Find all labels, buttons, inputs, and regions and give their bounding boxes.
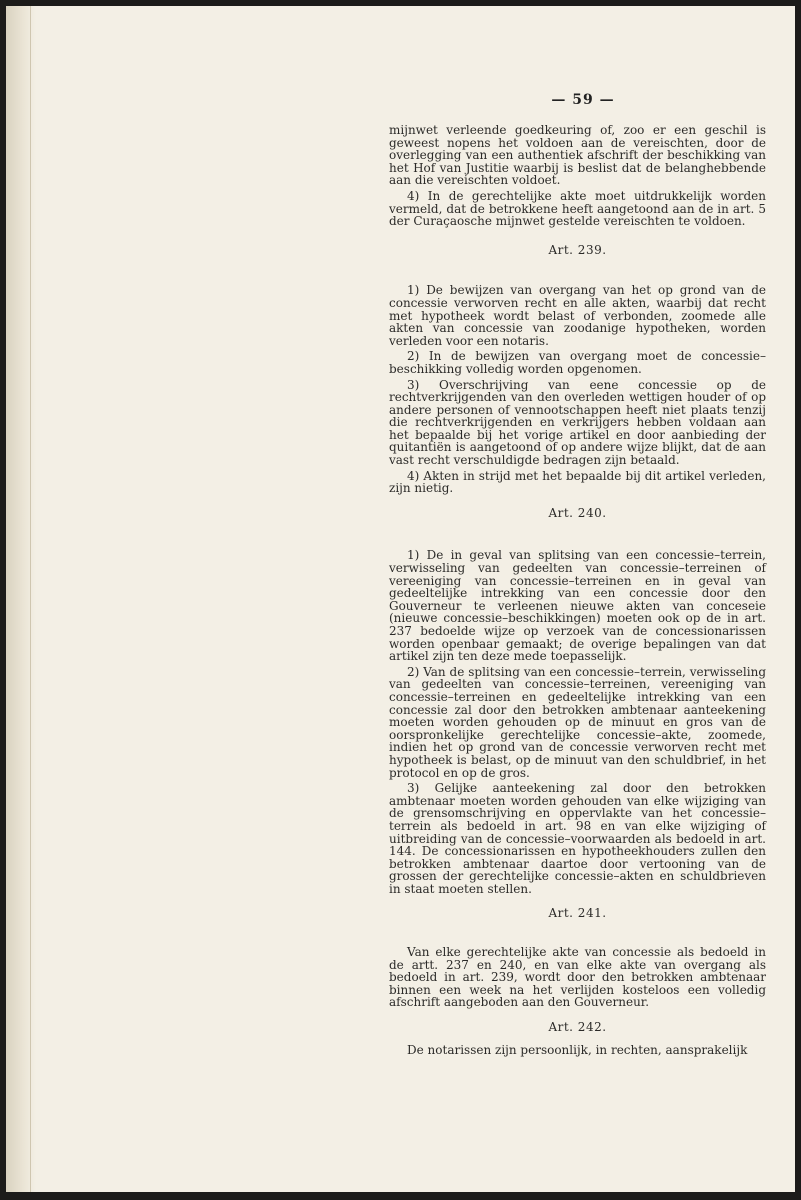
binding-gutter xyxy=(6,6,36,1192)
paragraph: 4) In de gerechtelijke akte moet uitdrukkelijk worden vermeld, dat de betrokkene heeft aangetoond aan de in art. 5 der Curaçaosche mijnwet gestelde vereischten te voldoen. xyxy=(389,188,766,229)
paragraph: mijnwet verleende goedkeuring of, zoo er een geschil is geweest nopens het voldoen aan de vereischten, door de overlegging van een authentiek afschrift der beschikking van het Hof van Justitie waarbij is beslist dat de belanghebbende aan die vereischten voldoet. xyxy=(389,123,766,188)
paragraph: 3) Overschrijving van eene concessie op de rechtverkrijgenden van den overleden wettigen houder of op andere personen of vennootschappen heeft niet plaats tenzij die rechtverkrijgenden en verkrijgers hebben voldaan aan het bepaalde bij het vorige artikel en door aanbieding der quitantiën is aangetoond of op andere wijze blijkt, dat de aan vast recht verschuldigde bedragen zijn betaald. xyxy=(389,377,766,468)
paragraph: 1) De in geval van splitsing van een concessie–terrein, verwisseling van gedeelten van concessie–terreinen of vereeniging van concessie–terreinen en in geval van gedeeltelijke intrekking van een concessie door den Gouverneur te verleenen nieuwe akten van conceseie (nieuwe concessie–beschikkingen) moeten ook op de in art. 237 bedoelde wijze op verzoek van de concessionarissen worden openbaar gemaakt; de overige bepalingen van dat artikel zijn ten deze mede toepasselijk. xyxy=(389,548,766,664)
document-page xyxy=(6,6,795,1192)
paragraph: 1) De bewijzen van overgang van het op grond van de concessie verworven recht en alle akten, waarbij dat recht met hypotheek wordt belast of verbonden, zoomede alle akten van concessie van zoodanige hypotheken, worden verleden voor een notaris. xyxy=(389,283,766,348)
page-number: — 59 — xyxy=(551,92,615,108)
body-text xyxy=(389,124,766,1059)
article-heading: Art. 242. xyxy=(548,1020,607,1035)
article-heading: Art. 240. xyxy=(548,505,607,520)
article-heading: Art. 241. xyxy=(548,906,607,921)
paragraph: 3) Gelijke aanteekening zal door den betrokken ambtenaar moeten worden gehouden van elke wijziging van de grensomschrijving en oppervlakte van het concessie–terrein als bedoeld in art. 98 en van elke wijziging of uitbreiding van de concessie–voorwaarden als bedoeld in art. 144. De concessionarissen en hypotheekhouders zullen den betrokken ambtenaar daartoe door vertooning van de grossen der gerechtelijke concessie–akten en schuldbrieven in staat moeten stellen. xyxy=(389,781,766,896)
paragraph: Van elke gerechtelijke akte van concessie als bedoeld in de artt. 237 en 240, en van elke akte van overgang als bedoeld in art. 239, wordt door den betrokken ambtenaar binnen een week na het verlijden kosteloos een volledig afschrift aangeboden aan den Gouverneur. xyxy=(389,945,766,1010)
paragraph: 2) Van de splitsing van een concessie–terrein, verwisseling van gedeelten van concessie–terreinen, vereeniging van concessie–terreinen en gedeeltelijke intrekking van een concessie zal door den betrokken ambtenaar aanteekening moeten worden gehouden op de minuut en gros van de oorspronkelijke gerechtelijke concessie–akte, zoomede, indien het op grond van de concessie verworven recht met hypotheek is belast, op de minuut van den schuldbrief, in het protocol en op de gros. xyxy=(389,664,766,780)
article-heading: Art. 239. xyxy=(548,242,607,257)
gutter-line xyxy=(30,6,31,1192)
paragraph: 4) Akten in strijd met het bepaalde bij dit artikel verleden, zijn nietig. xyxy=(389,468,766,496)
paragraph: De notarissen zijn persoonlijk, in rechten, aansprakelijk xyxy=(407,1042,748,1057)
paragraph: 2) In de bewijzen van overgang moet de concessie–beschikking volledig worden opgenomen. xyxy=(389,349,766,376)
